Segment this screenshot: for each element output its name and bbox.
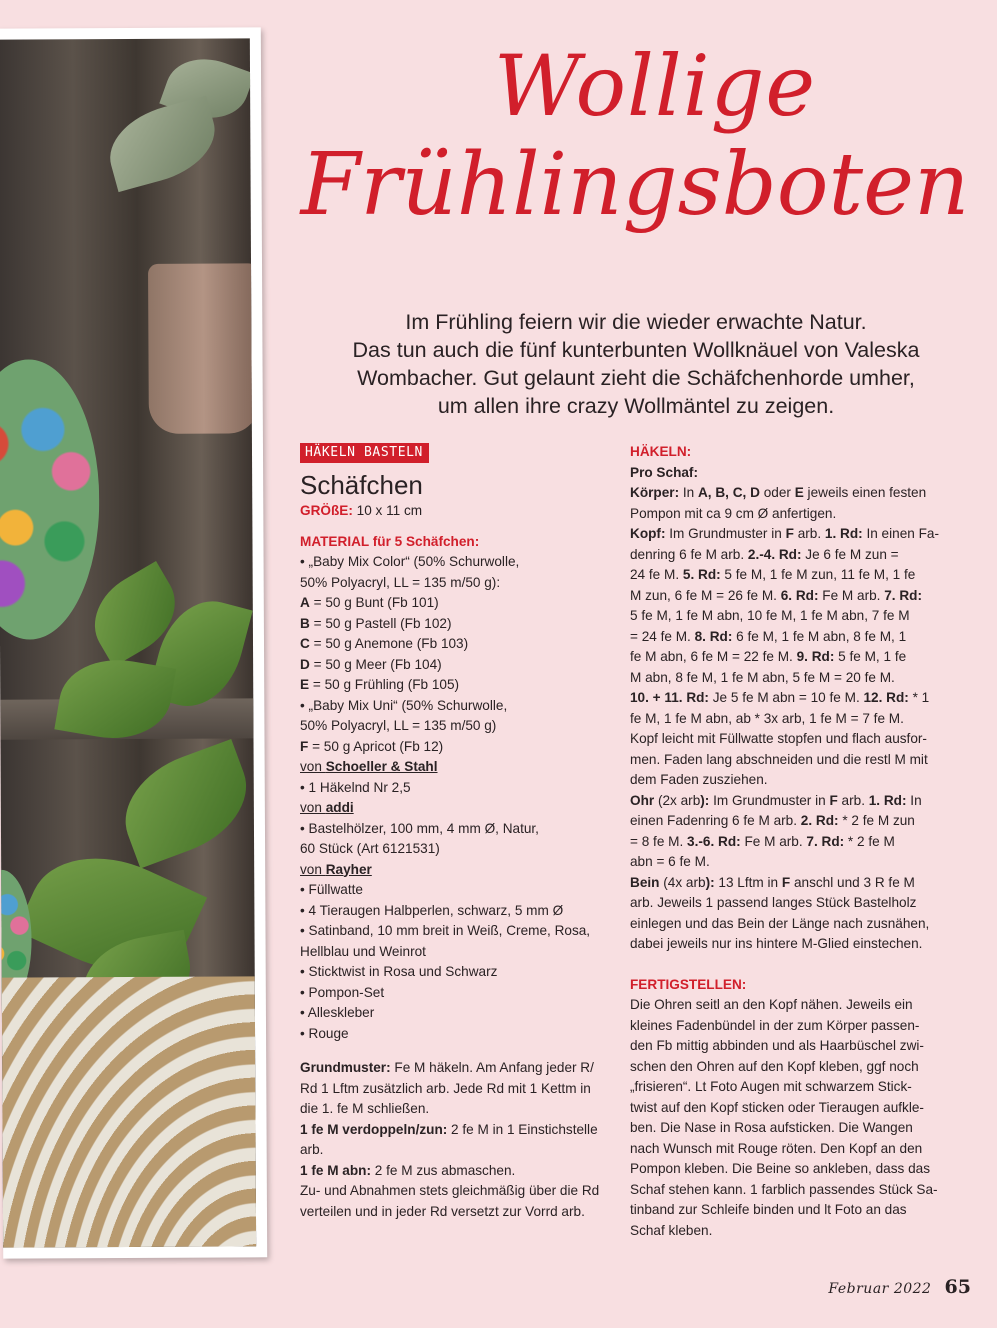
instruction-text: Je 5 fe M abn = 10 fe M. <box>708 690 864 705</box>
sage-leaf <box>100 96 225 193</box>
page-title <box>290 37 980 235</box>
instruction-text: Fe M arb. <box>740 833 807 849</box>
supplier-prefix: von <box>300 861 326 877</box>
basil-leaf <box>109 739 256 869</box>
instruction-text: In <box>679 485 698 500</box>
instruction-label: 6. Rd: <box>780 587 819 603</box>
instruction-text: = 8 fe M. <box>630 833 688 849</box>
instruction-label: 8. Rd: <box>694 628 733 644</box>
instruction-text: = 24 fe M. <box>630 628 695 644</box>
instruction-line: kleines Fadenbündel in der zum Körper passen- <box>630 1017 920 1033</box>
instruction-line <box>630 934 942 955</box>
instruction-line <box>630 606 942 627</box>
instruction-line <box>630 668 942 689</box>
instruction-text: arb. <box>837 792 869 808</box>
koerper-paragraph <box>630 483 942 524</box>
color-line <box>300 593 612 614</box>
instruction-line <box>630 483 942 504</box>
color-text: = 50 g Meer (Fb 104) <box>309 656 442 672</box>
instruction-line <box>630 586 942 607</box>
page-footer <box>828 1276 971 1298</box>
instruction-text: * 2 fe M zun <box>838 813 915 828</box>
instruction-label: 1. Rd: <box>824 526 863 541</box>
color-line <box>300 634 612 655</box>
instruction-line: Schaf kleben. <box>630 1222 713 1238</box>
instruction-text: Kopf leicht mit Füllwatte stopfen und flach ausfor- <box>630 731 927 746</box>
instruction-label: F <box>785 526 794 541</box>
intro-line: Das tun auch die fünf kunterbunten Wollknäuel von Valeska <box>352 338 920 362</box>
instruction-text: 2 fe M zus abmaschen. <box>371 1162 516 1178</box>
instruction-label: Körper: <box>630 485 680 500</box>
instruction-line: Die Ohren seitl an den Kopf nähen. Jeweils ein <box>630 997 913 1012</box>
bein-paragraph <box>630 873 942 955</box>
materials-column <box>300 442 612 1222</box>
supplier-brand: Schoeller & Stahl <box>325 759 438 774</box>
material-line: • 4 Tieraugen Halbperlen, schwarz, 5 mm Ø <box>300 902 564 918</box>
instruction-line <box>630 852 942 873</box>
title-line-2: Frühlingsboten <box>300 135 970 235</box>
color-line <box>300 675 612 696</box>
instruction-text: * 1 <box>908 690 930 705</box>
instruction-line <box>630 647 942 668</box>
instruction-text: anschl und 3 R fe M <box>790 874 915 890</box>
instruction-label: 2.-4. Rd: <box>747 546 802 562</box>
instruction-label: 1 fe M abn: <box>300 1162 371 1178</box>
issue-date: Februar 2022 <box>828 1281 932 1297</box>
instruction-line: arb. <box>300 1142 324 1157</box>
section-title: Schäfchen <box>300 470 423 500</box>
instruction-line: ben. Die Nase in Rosa aufsticken. Die Wangen <box>630 1120 913 1135</box>
material-line: 50% Polyacryl, LL = 135 m/50 g): <box>300 574 501 590</box>
instructions-column <box>630 442 942 1241</box>
instruction-line: Pompon kleben. Die Beine so ankleben, dass das <box>630 1161 931 1176</box>
material-line: • Sticktwist in Rosa und Schwarz <box>300 964 498 979</box>
material-line: • Bastelhölzer, 100 mm, 4 mm Ø, Natur, <box>300 820 539 836</box>
instruction-line <box>630 770 942 791</box>
instruction-text: arb. Jeweils 1 passend langes Stück Bastelholz <box>630 895 917 910</box>
color-letter: B <box>300 615 310 631</box>
instruction-label: Bein <box>630 874 660 890</box>
material-line: • Rouge <box>300 1025 349 1041</box>
instruction-text: Fe M arb. <box>818 587 885 603</box>
instruction-line <box>630 627 942 648</box>
instruction-label: F <box>829 792 838 808</box>
instruction-label: ): <box>705 874 715 890</box>
instruction-line <box>300 1161 612 1182</box>
instruction-line <box>630 709 942 730</box>
intro-text <box>300 308 972 420</box>
flower-pot <box>148 263 256 434</box>
instruction-label: 1. Rd: <box>868 792 907 808</box>
instruction-text: M zun, 6 fe M = 26 fe M. <box>630 587 781 603</box>
color-letter: C <box>300 636 310 651</box>
supplier-brand: addi <box>325 800 354 815</box>
instruction-label: Grundmuster: <box>300 1060 391 1075</box>
material-line: • 1 Häkelnd Nr 2,5 <box>300 779 411 795</box>
page-number: 65 <box>944 1276 971 1298</box>
instruction-line: den Fb mittig abbinden und als Haarbüschel zwi- <box>630 1038 924 1053</box>
instruction-line: schen den Ohren auf den Kopf kleben, ggf noch <box>630 1058 919 1074</box>
color-text: = 50 g Anemone (Fb 103) <box>309 636 469 651</box>
instruction-line <box>630 545 942 566</box>
instruction-label: 12. Rd: <box>863 690 909 705</box>
instruction-label: 1 fe M verdoppeln/zun: <box>300 1121 448 1137</box>
instruction-line <box>630 832 942 853</box>
color-text: = 50 g Bunt (Fb 101) <box>309 595 439 610</box>
instruction-label: 2. Rd: <box>800 813 839 828</box>
color-letter: A <box>300 595 310 610</box>
instruction-text: fe M abn, 6 fe M = 22 fe M. <box>630 649 797 664</box>
instruction-line <box>630 524 942 545</box>
instruction-line <box>630 791 942 812</box>
woven-basket <box>2 976 256 1247</box>
instruction-label: 3.-6. Rd: <box>687 833 741 849</box>
instruction-label: E <box>794 485 804 500</box>
material-line: • Alleskleber <box>300 1005 375 1020</box>
sheep-photo <box>0 27 267 1258</box>
instruction-text: einen Fadenring 6 fe M arb. <box>630 813 801 828</box>
instruction-line <box>630 873 942 894</box>
color-letter: D <box>300 656 310 672</box>
ohr-paragraph <box>630 791 942 873</box>
instruction-line: Schaf stehen kann. 1 farblich passendes Stück Sa- <box>630 1181 938 1197</box>
intro-line: um allen ihre crazy Wollmäntel zu zeigen. <box>437 394 835 418</box>
instruction-text: jeweils einen festen <box>803 485 927 500</box>
instruction-text: Im Grundmuster in <box>709 792 830 808</box>
instruction-line: Rd 1 Lftm zusätzlich arb. Jede Rd mit 1 Kettm in <box>300 1080 591 1096</box>
supplier-line <box>300 860 612 881</box>
instruction-text: In <box>906 792 922 808</box>
instruction-text: 13 Lftm in <box>714 874 782 890</box>
instruction-label: ): <box>700 792 710 808</box>
instruction-line <box>630 811 942 832</box>
instruction-line: Zu- und Abnahmen stets gleichmäßig über die Rd <box>300 1183 600 1198</box>
instruction-text: dem Faden zusziehen. <box>630 772 768 787</box>
instruction-line: tinband zur Schleife binden und lt Foto an das <box>630 1202 907 1217</box>
instruction-text: Je 6 fe M zun = <box>801 546 899 562</box>
instruction-text: (2x arb <box>654 792 701 808</box>
instruction-label: Ohr <box>630 792 655 808</box>
instruction-text: einlegen und das Bein der Länge nach zusnähen, <box>630 915 930 931</box>
instruction-line: die 1. fe M schließen. <box>300 1101 430 1116</box>
instruction-text: fe M, 1 fe M abn, ab * 3x arb, 1 fe M = 7 fe M. <box>630 710 904 726</box>
instruction-line <box>630 914 942 935</box>
instruction-label: 7. Rd: <box>884 587 922 603</box>
fertigstellen-heading: FERTIGSTELLEN: <box>630 976 747 992</box>
instruction-text: 5 fe M, 1 fe M abn, 10 fe M, 1 fe M abn, 7 fe M <box>630 608 910 623</box>
instruction-text: oder <box>759 485 795 500</box>
supplier-line <box>300 798 612 819</box>
supplier-brand: Rayher <box>325 861 372 877</box>
instruction-text: In einen Fa- <box>862 526 939 541</box>
instruction-text: (4x arb <box>659 874 706 890</box>
color-text: = 50 g Pastell (Fb 102) <box>309 615 452 631</box>
material-line: 50% Polyacryl, LL = 135 m/50 g) <box>300 718 497 733</box>
instruction-line: nach Wunsch mit Rouge röten. Den Kopf an den <box>630 1140 923 1156</box>
category-tag: HÄKELN BASTELN <box>300 443 429 463</box>
haekeln-heading: HÄKELN: <box>630 444 692 459</box>
instruction-line <box>630 893 942 914</box>
material-heading: MATERIAL für 5 Schäfchen: <box>300 533 480 549</box>
instruction-text: M abn, 8 fe M, 1 fe M abn, 5 fe M = 20 fe M. <box>630 669 895 685</box>
material-line: 60 Stück (Art 6121531) <box>300 841 440 856</box>
supplier-prefix: von <box>300 759 326 774</box>
instruction-line <box>300 1120 612 1141</box>
instruction-line <box>630 565 942 586</box>
material-line: • „Baby Mix Uni“ (50% Schurwolle, <box>300 697 508 713</box>
instruction-text: men. Faden lang abschneiden und die restl M mit <box>630 751 928 767</box>
size-line <box>300 501 612 522</box>
photo-scene <box>0 38 256 1247</box>
wool-sheep <box>0 359 100 640</box>
instruction-line <box>630 688 942 709</box>
instruction-text: dabei jeweils nur ins hintere M-Glied einstechen. <box>630 936 923 951</box>
intro-line: Im Frühling feiern wir die wieder erwachte Natur. <box>405 310 867 334</box>
instruction-text: Fe M häkeln. Am Anfang jeder R/ <box>390 1060 594 1075</box>
color-line <box>300 737 612 758</box>
instruction-label: 9. Rd: <box>796 649 835 664</box>
instruction-text: abn = 6 fe M. <box>630 854 710 869</box>
pro-schaf-label: Pro Schaf: <box>630 464 698 480</box>
instruction-label: Kopf: <box>630 526 666 541</box>
instruction-text: 6 fe M, 1 fe M abn, 8 fe M, 1 <box>732 628 907 644</box>
instruction-text: Pompon mit ca 9 cm Ø anfertigen. <box>630 505 837 521</box>
material-line: • Satinband, 10 mm breit in Weiß, Creme, Rosa, <box>300 923 591 938</box>
color-letter: F <box>300 738 309 754</box>
instruction-text: * 2 fe M <box>844 833 895 849</box>
kopf-paragraph <box>630 524 942 791</box>
instruction-text: 5 fe M, 1 fe <box>834 649 907 664</box>
instruction-line <box>630 504 942 525</box>
size-label: GRÖßE: <box>300 503 353 518</box>
instruction-text: Im Grundmuster in <box>665 526 786 541</box>
instruction-label: 10. + 11. Rd: <box>630 690 709 705</box>
instruction-text: 5 fe M, 1 fe M zun, 11 fe M, 1 fe <box>720 567 916 582</box>
title-line-1: Wollige <box>493 37 817 135</box>
instruction-line: twist auf den Kopf sticken oder Tieraugen aufkle- <box>630 1099 924 1115</box>
instruction-text: 2 fe M in 1 Einstichstelle <box>447 1121 598 1137</box>
instruction-line <box>300 1058 612 1079</box>
supplier-prefix: von <box>300 800 326 815</box>
instruction-label: 5. Rd: <box>682 567 721 582</box>
instruction-line: „frisieren“. Lt Foto Augen mit schwarzem Stick- <box>630 1079 912 1094</box>
material-line: • „Baby Mix Color“ (50% Schurwolle, <box>300 554 520 569</box>
material-line: • Pompon-Set <box>300 984 385 1000</box>
material-line: Hellblau und Weinrot <box>300 943 426 959</box>
instruction-label: F <box>781 874 791 890</box>
color-text: = 50 g Frühling (Fb 105) <box>309 677 460 692</box>
supplier-line <box>300 757 612 778</box>
color-letter: E <box>300 677 310 692</box>
color-line <box>300 655 612 676</box>
instruction-text: denring 6 fe M arb. <box>630 546 748 562</box>
instruction-label: A, B, C, D <box>697 485 760 500</box>
instruction-line <box>630 750 942 771</box>
color-text: = 50 g Apricot (Fb 12) <box>308 738 444 754</box>
instruction-text: 24 fe M. <box>630 567 683 582</box>
intro-line: Wombacher. Gut gelaunt zieht die Schäfchenhorde umher, <box>357 366 915 390</box>
instruction-line: verteilen und in jeder Rd versetzt zur Vorrd arb. <box>300 1203 585 1219</box>
color-line <box>300 614 612 635</box>
size-value: 10 x 11 cm <box>352 503 423 518</box>
instruction-text: arb. <box>793 526 825 541</box>
material-line: • Füllwatte <box>300 882 363 897</box>
instruction-line <box>630 729 942 750</box>
instruction-label: 7. Rd: <box>806 833 845 849</box>
